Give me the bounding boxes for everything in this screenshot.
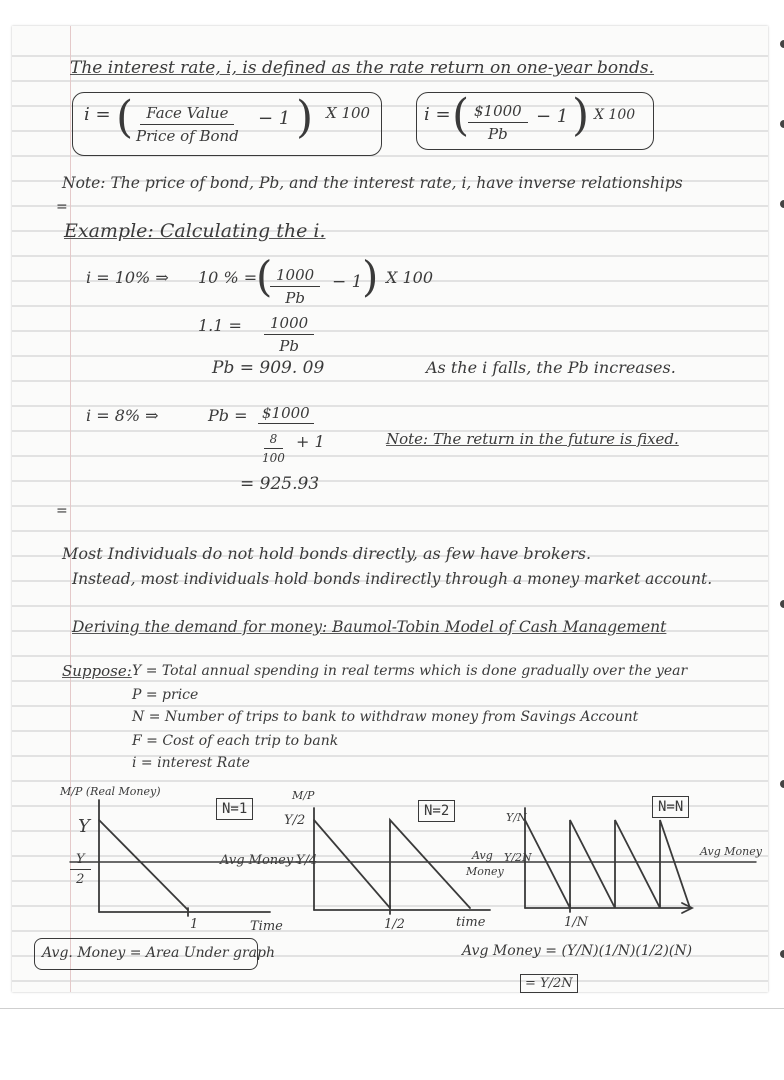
scan-bottom-edge xyxy=(0,1008,784,1009)
ex1-times: X 100 xyxy=(386,268,434,287)
formula2-times: X 100 xyxy=(594,107,636,123)
graph1-y-half xyxy=(70,852,91,887)
suppose-label: Suppose: xyxy=(62,662,132,680)
ex1-close-paren: ) xyxy=(362,252,379,301)
ex1-comment: As the i falls, the Pb increases. xyxy=(426,358,676,377)
ex2-note: Note: The return in the future is fixed. xyxy=(386,430,679,448)
ex2-result: = 925.93 xyxy=(240,474,320,494)
formula1-lhs: i = xyxy=(84,104,111,125)
graph2-y-half: Y/4 xyxy=(296,853,318,868)
ruled-lines xyxy=(12,26,768,992)
graph3-tick-label: 1/N xyxy=(564,915,589,930)
graph2-n-label: N=2 xyxy=(418,800,455,822)
graph3-avg-money: Avg Money xyxy=(700,845,762,858)
ex2-den-denominator: 100 xyxy=(262,451,285,465)
formula1-denominator: Price of Bond xyxy=(136,127,239,145)
graph2-avg-line1: Avg xyxy=(472,849,493,862)
baumol-tobin-heading: Deriving the demand for money: Baumol-Tobin Model of Cash Management xyxy=(72,618,667,636)
note-inverse: Note: The price of bond, Pb, and the interest rate, i, have inverse relationships xyxy=(62,174,683,192)
formula2-open-paren: ( xyxy=(452,90,470,141)
ex1-open-paren: ( xyxy=(256,252,273,301)
ex1-given: i = 10% ⇒ xyxy=(86,268,169,287)
ex1-step2-denominator: Pb xyxy=(279,337,299,355)
binder-hole xyxy=(780,40,784,48)
formula2-close-paren: ) xyxy=(572,90,590,141)
formula1-minus: − 1 xyxy=(258,108,291,129)
area-under-graph-text: Avg. Money = Area Under graph xyxy=(42,945,275,961)
graph1-y-label: Y xyxy=(78,816,90,837)
formula2-denominator: Pb xyxy=(488,125,508,143)
definition-i: i = interest Rate xyxy=(132,755,250,771)
graph3-y-top: Y/N xyxy=(506,811,527,824)
ex1-step2-fraction xyxy=(264,314,314,355)
graph2-axis-label: M/P xyxy=(292,789,315,802)
binder-hole xyxy=(780,950,784,958)
ex1-eq-lhs: 10 % = xyxy=(198,268,258,287)
ex1-minus: − 1 xyxy=(332,272,363,292)
ex1-numerator: 1000 xyxy=(270,266,320,287)
graph1-y-half-den: 2 xyxy=(76,872,85,887)
formula2-minus: − 1 xyxy=(536,106,569,127)
ex2-den-plus: + 1 xyxy=(296,432,325,451)
example-heading: Example: Calculating the i. xyxy=(64,220,326,242)
graph1-n-label: N=1 xyxy=(216,798,253,820)
ex2-den-numerator: 8 xyxy=(264,432,284,449)
ex1-denominator: Pb xyxy=(285,289,305,307)
ex2-given: i = 8% ⇒ xyxy=(86,406,159,425)
graph1-tick-label: 1 xyxy=(190,917,199,932)
binder-hole xyxy=(780,120,784,128)
notebook-page xyxy=(12,26,768,992)
binder-hole xyxy=(780,600,784,608)
section-divider-mark-2: = xyxy=(56,503,68,519)
graph2-tick-label: 1/2 xyxy=(384,917,405,932)
ex2-numerator: $1000 xyxy=(258,406,314,424)
avg-money-formula: Avg Money = (Y/N)(1/N)(1/2)(N) xyxy=(462,943,693,959)
ex2-den-fraction xyxy=(262,432,285,465)
definition-f: F = Cost of each trip to bank xyxy=(132,733,339,749)
formula2-numerator: $1000 xyxy=(468,102,528,123)
binder-hole xyxy=(780,200,784,208)
graph1-y-half-num: Y xyxy=(70,852,91,870)
section-divider-mark: = xyxy=(56,199,68,215)
ex1-step2-lhs: 1.1 = xyxy=(198,316,242,335)
formula1-fraction xyxy=(136,104,239,145)
paragraph-line-1: Most Individuals do not hold bonds directly, as few have brokers. xyxy=(62,544,592,563)
graph2-y-top: Y/2 xyxy=(284,813,306,828)
ex2-lhs: Pb = xyxy=(208,406,248,425)
graph1-avg-money: Avg Money xyxy=(220,853,294,868)
binder-hole xyxy=(780,780,784,788)
graph2-time-label: time xyxy=(456,915,486,930)
graph1-axis-label: M/P (Real Money) xyxy=(60,785,161,798)
binder-holes xyxy=(776,0,784,1080)
ex1-result: Pb = 909. 09 xyxy=(212,358,325,378)
graph3-y-half: Y/2N xyxy=(504,851,532,864)
graph1-time-label: Time xyxy=(250,919,283,934)
formula1-close-paren: ) xyxy=(296,92,314,143)
ex1-fraction xyxy=(270,266,320,307)
graph2-avg-line2: Money xyxy=(466,865,504,878)
definition-p: P = price xyxy=(132,687,199,703)
formula2-fraction xyxy=(468,102,528,143)
formula1-open-paren: ( xyxy=(116,92,134,143)
definition-y: Y = Total annual spending in real terms which is done gradually over the year xyxy=(132,663,688,679)
definition-text: The interest rate, i, is defined as the rate return on one-year bonds. xyxy=(70,58,655,78)
ex1-step2-numerator: 1000 xyxy=(264,314,314,335)
definition-n: N = Number of trips to bank to withdraw money from Savings Account xyxy=(132,709,639,725)
avg-money-result: = Y/2N xyxy=(520,974,578,993)
margin-line xyxy=(70,26,71,992)
graph3-n-label: N=N xyxy=(652,796,689,818)
formula2-lhs: i = xyxy=(424,104,451,125)
paragraph-line-2: Instead, most individuals hold bonds indirectly through a money market account. xyxy=(72,570,713,588)
formula1-numerator: Face Value xyxy=(140,104,234,125)
formula1-times: X 100 xyxy=(326,104,371,122)
